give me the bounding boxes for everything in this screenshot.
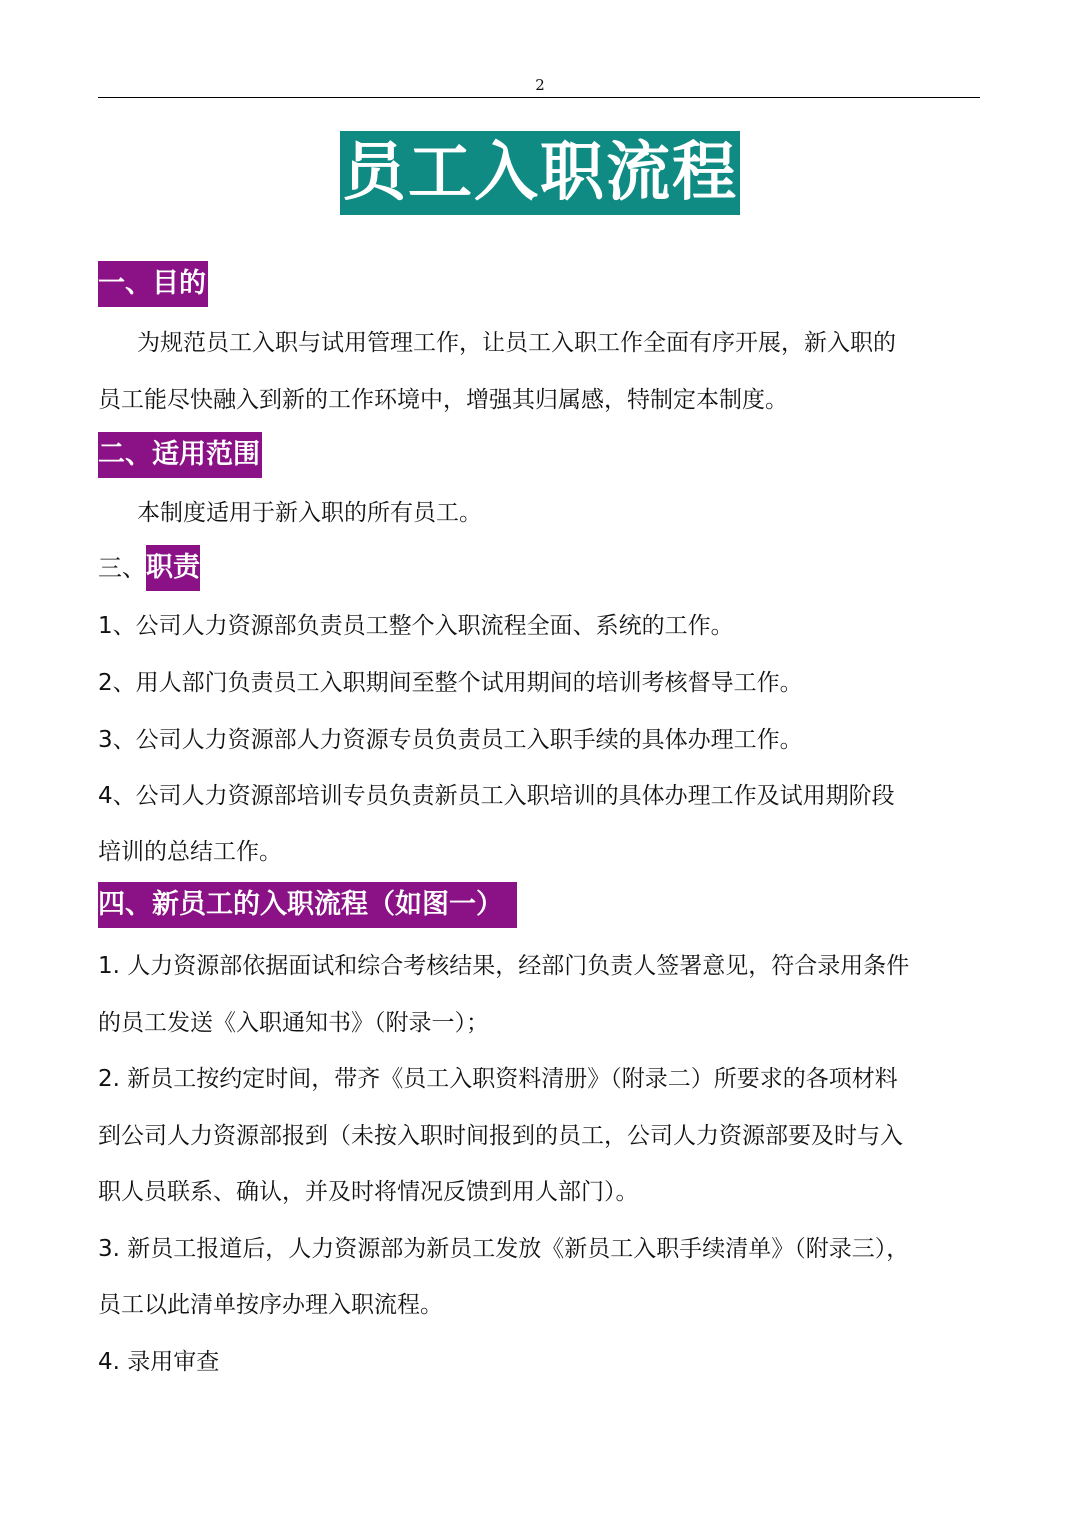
section-heading-process: 四、新员工的入职流程（如图一） — [98, 882, 517, 928]
document-title: 员工入职流程 — [340, 131, 740, 215]
duties-line-1: 1、公司人力资源部负责员工整个入职流程全面、系统的工作。 — [98, 613, 734, 639]
scope-line-1: 本制度适用于新入职的所有员工。 — [137, 500, 482, 526]
process-line-3: 2. 新员工按约定时间，带齐《员工入职资料清册》（附录二）所要求的各项材料 — [98, 1066, 898, 1092]
page-number: 2 — [535, 76, 545, 94]
duties-heading-highlight: 职责 — [146, 545, 200, 591]
duties-line-5: 培训的总结工作。 — [98, 839, 282, 865]
process-line-6: 3. 新员工报道后，人力资源部为新员工发放《新员工入职手续清单》（附录三）， — [98, 1236, 910, 1262]
purpose-line-2: 员工能尽快融入到新的工作环境中，增强其归属感，特制定本制度。 — [98, 387, 788, 413]
header-rule — [98, 97, 980, 98]
purpose-line-1: 为规范员工入职与试用管理工作，让员工入职工作全面有序开展，新入职的 — [137, 330, 896, 356]
duties-line-2: 2、用人部门负责员工入职期间至整个试用期间的培训考核督导工作。 — [98, 670, 803, 696]
title-container — [0, 131, 1080, 215]
process-line-1: 1. 人力资源部依据面试和综合考核结果，经部门负责人签署意见，符合录用条件 — [98, 953, 910, 979]
process-line-7: 员工以此清单按序办理入职流程。 — [98, 1292, 443, 1318]
section-heading-purpose: 一、目的 — [98, 261, 208, 307]
process-line-2: 的员工发送《入职通知书》（附录一）； — [98, 1010, 489, 1036]
process-line-8: 4. 录用审查 — [98, 1349, 220, 1375]
duties-line-3: 3、公司人力资源部人力资源专员负责员工入职手续的具体办理工作。 — [98, 727, 803, 753]
section-heading-scope: 二、适用范围 — [98, 432, 262, 478]
duties-heading-prefix: 三、 — [98, 554, 146, 582]
process-line-5: 职人员联系、确认，并及时将情况反馈到用人部门）。 — [98, 1179, 639, 1205]
duties-line-4: 4、公司人力资源部培训专员负责新员工入职培训的具体办理工作及试用期阶段 — [98, 783, 895, 809]
section-heading-duties — [98, 545, 200, 591]
process-line-4: 到公司人力资源部报到（未按入职时间报到的员工，公司人力资源部要及时与入 — [98, 1123, 903, 1149]
